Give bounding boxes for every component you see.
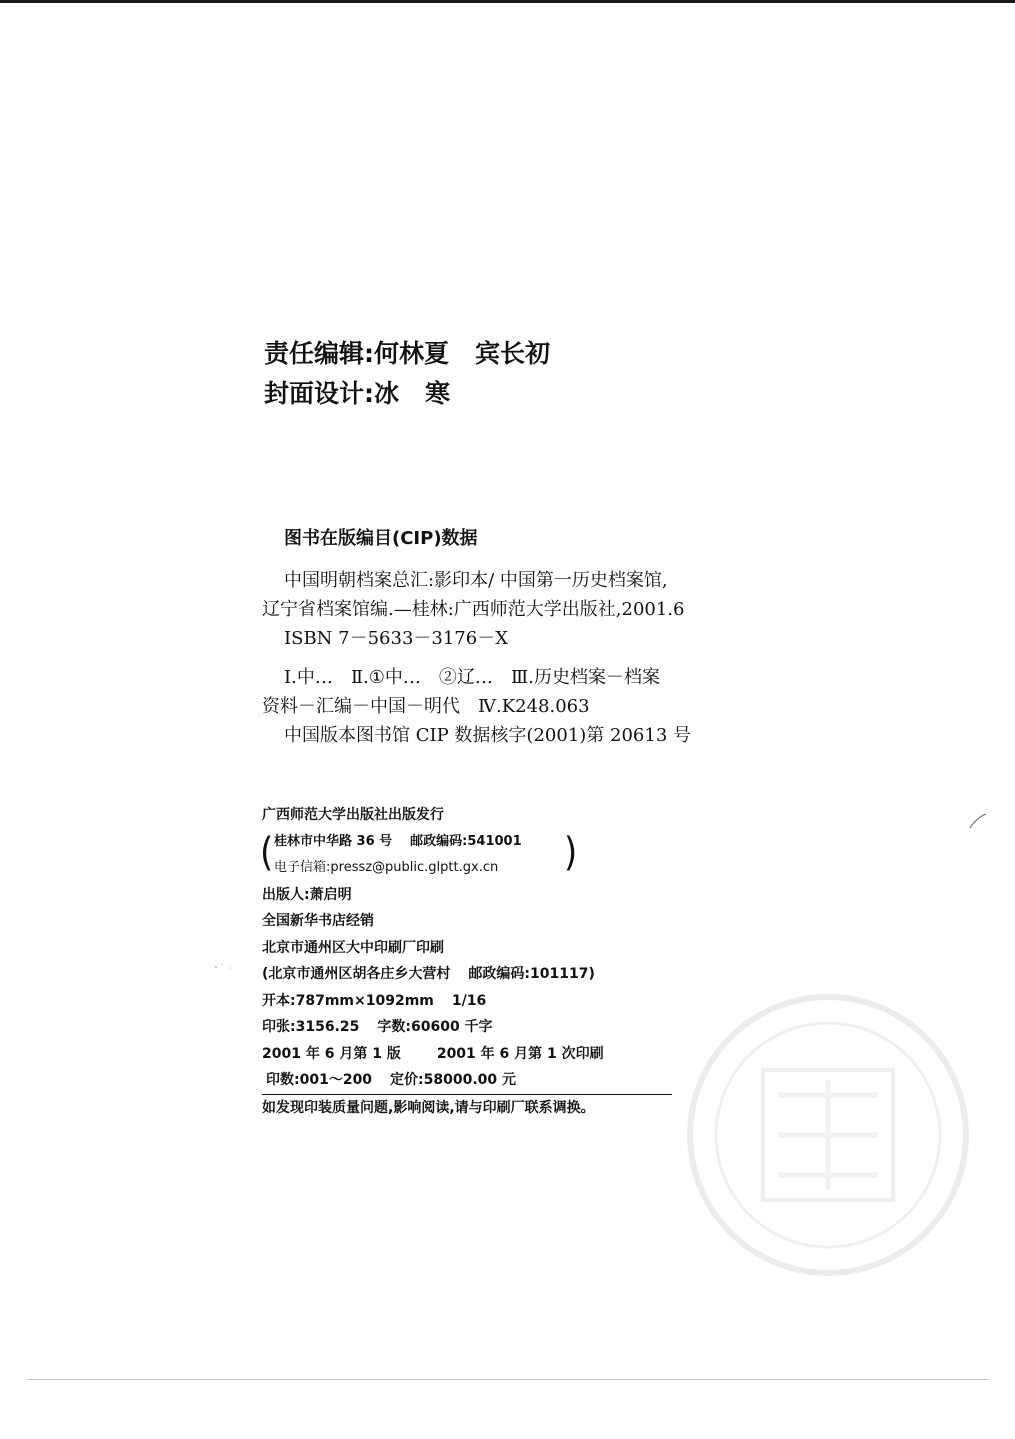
distributor-line: 全国新华书店经销 (262, 913, 374, 929)
printer-address-line (262, 961, 672, 988)
editor-label: 责任编辑: (264, 339, 374, 368)
colophon-block (262, 802, 672, 1121)
printer-address: (北京市通州区胡各庄乡大营村 (262, 966, 451, 982)
publisher-postcode: 邮政编码:541001 (410, 833, 522, 849)
edition: 2001 年 6 月第 1 版 (262, 1045, 401, 1062)
credits-block (264, 334, 550, 414)
publisher-email: 电子信箱:pressz@public.glptt.gx.cn (274, 860, 499, 875)
cip-classification: Ⅰ.中… Ⅱ.①中… ②辽… Ⅲ.历史档案－档案 (284, 667, 661, 688)
cip-isbn: ISBN 7－5633－3176－X (284, 628, 509, 649)
editor-name: 何林夏 (374, 339, 450, 368)
publisher-address-line (274, 829, 574, 856)
cip-heading: 图书在版编目(CIP)数据 (284, 528, 478, 549)
page-bottom-rule (28, 1379, 988, 1380)
printer-line: 北京市通州区大中印刷厂印刷 (262, 939, 444, 956)
cover-name: 寒 (425, 379, 451, 408)
format-line (262, 988, 672, 1015)
publisher-contact: ( 桂林市中华路 36 号 邮政编码:541001 电子信箱:pressz@public.glptt.gx.cn ) (262, 829, 574, 882)
printer-postcode: 邮政编码:101117) (468, 966, 595, 982)
printing: 2001 年 6 月第 1 次印刷 (436, 1045, 604, 1062)
quality-notice: 如发现印装质量问题,影响阅读,请与印刷厂联系调换。 (262, 1099, 595, 1116)
cip-record-number: 中国版本图书馆 CIP 数据核字(2001)第 20613 号 (284, 725, 691, 746)
publisher-line: 广西师范大学出版社出版发行 (262, 807, 444, 823)
print-run: 印数:001～200 (266, 1072, 373, 1088)
cover-label: 封面设计: (264, 379, 374, 408)
sheets-line (262, 1014, 672, 1041)
library-seal-watermark (668, 985, 988, 1285)
editor-name: 宾长初 (475, 339, 551, 368)
format-fraction: 1/16 (451, 992, 487, 1009)
issuer-line: 出版人:萧启明 (262, 886, 352, 903)
publisher-address: 桂林市中华路 36 号 (274, 833, 393, 849)
page-top-border (0, 0, 1015, 3)
cip-data-block (262, 524, 691, 750)
sheets: 印张:3156.25 (262, 1019, 360, 1035)
cip-line: 中国明朝档案总汇:影印本/ 中国第一历史档案馆, (284, 570, 668, 591)
word-count: 字数:60600 千字 (377, 1019, 493, 1035)
scan-speck (210, 960, 240, 974)
price-line (262, 1067, 672, 1095)
cip-line: 辽宁省档案馆编.—桂林:广西师范大学出版社,2001.6 (262, 599, 685, 620)
cip-classification: 资料－汇编－中国－明代 Ⅳ.K248.063 (262, 696, 590, 717)
edition-line (262, 1041, 672, 1068)
price: 定价:58000.00 元 (390, 1072, 517, 1088)
cover-design-line (264, 374, 550, 414)
format: 开本:787mm×1092mm (262, 992, 434, 1009)
scan-mark (968, 812, 988, 830)
responsible-editor-line (264, 334, 550, 374)
cover-name: 冰 (374, 379, 400, 408)
